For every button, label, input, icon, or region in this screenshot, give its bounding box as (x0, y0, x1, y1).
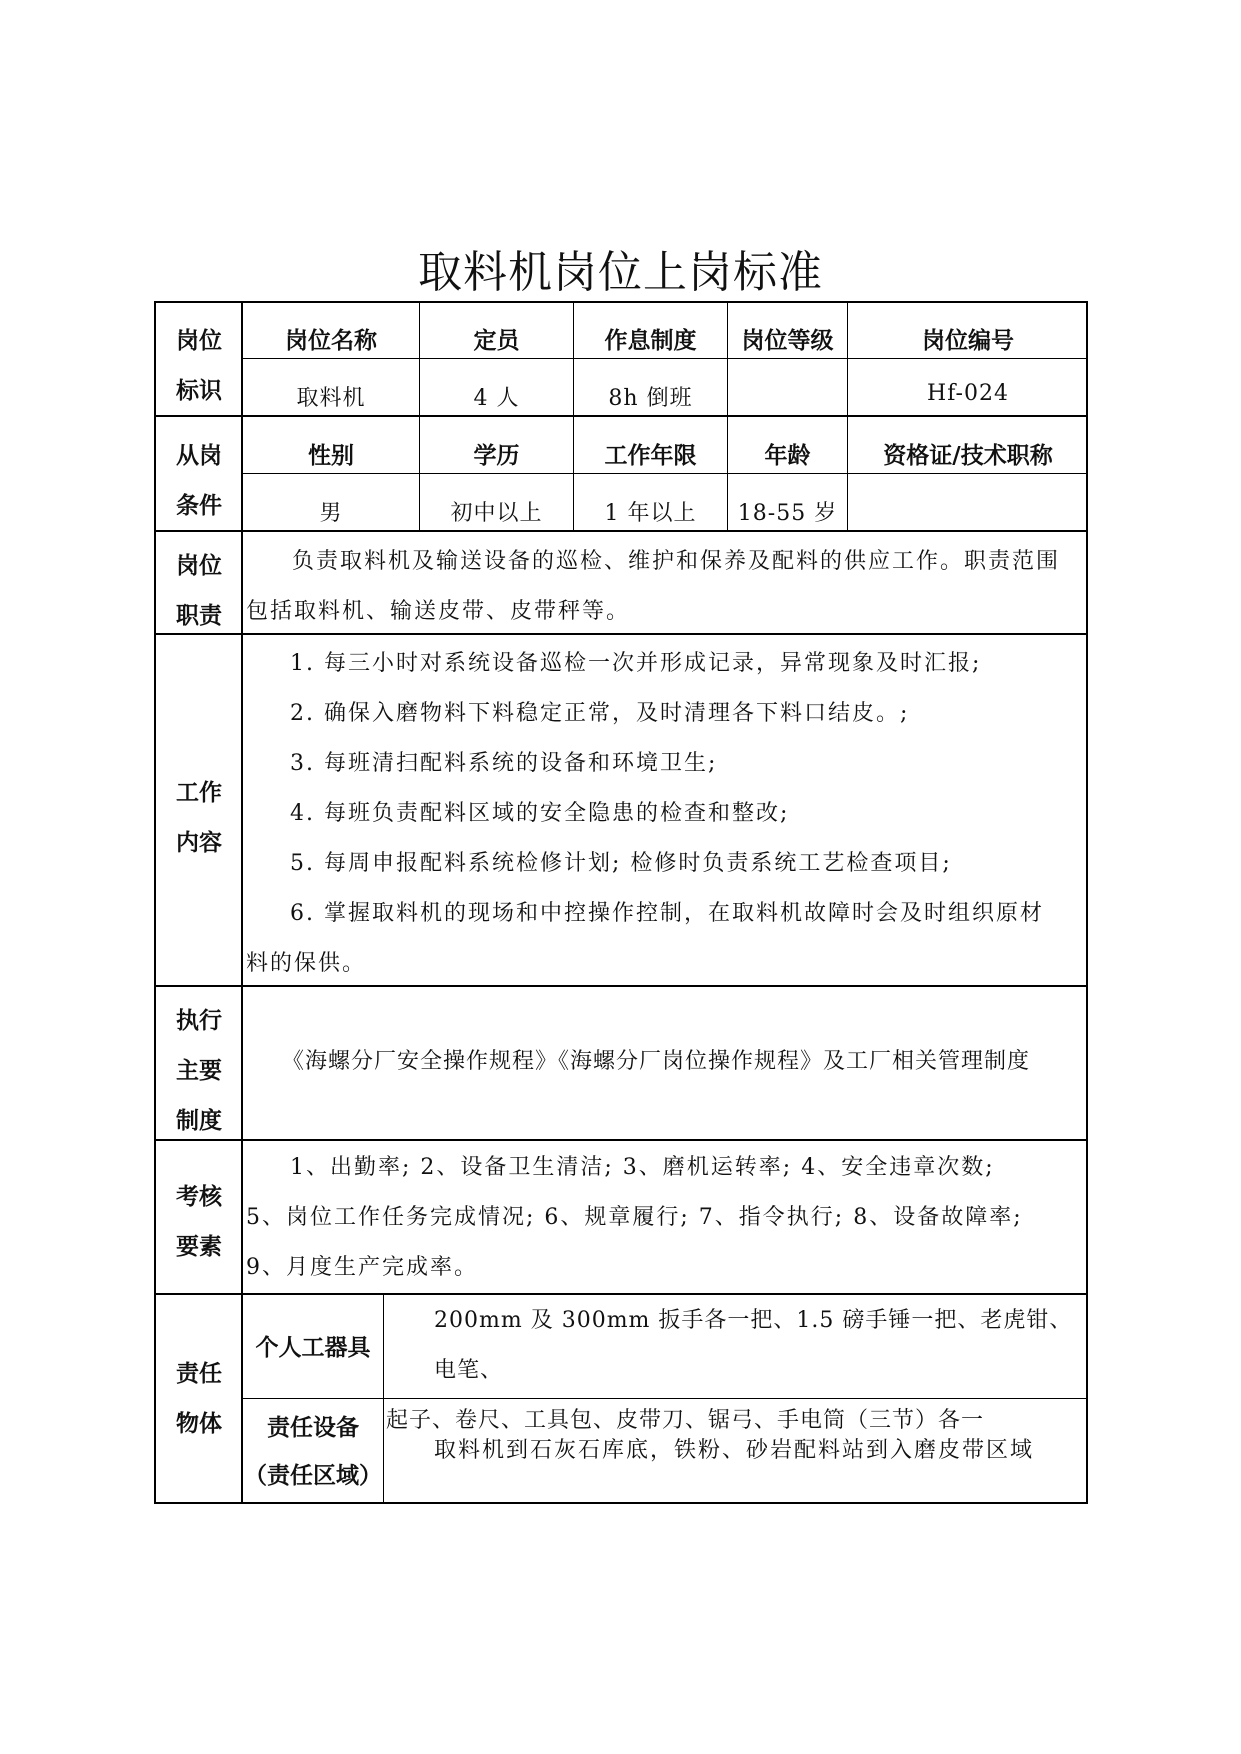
header-post-name: 岗位名称 (285, 328, 377, 354)
value-schedule: 8h 倒班 (608, 386, 693, 411)
value-work-years: 1 年以上 (604, 501, 697, 526)
header-work-years: 工作年限 (604, 443, 697, 469)
assess-text: 1、出勤率; 2、设备卫生清洁; 3、磨机运转率; 4、安全违章次数; 5、岗位工作任务完成情况; 6、规章履行; 7、指令执行; 8、设备故障率; 9、月度生产完成率。 (246, 1155, 1023, 1280)
value-age: 18-55 岁 (737, 501, 838, 526)
work-list (246, 639, 1086, 989)
value-education: 初中以上 (450, 501, 543, 526)
header-post-code: 岗位编号 (922, 328, 1014, 354)
header-age: 年龄 (764, 443, 811, 469)
label-conditions: 从岗 条件 (176, 443, 222, 519)
value-post-name: 取料机 (296, 386, 366, 411)
work-item: 3. 每班清扫配料系统的设备和环境卫生; (290, 751, 718, 776)
work-item: 6. 掌握取料机的现场和中控操作控制，在取料机故障时会及时组织原材 (290, 901, 1044, 926)
label-assess: 考核 要素 (176, 1184, 222, 1260)
duty-text: 负责取料机及输送设备的巡检、维护和保养及配料的供应工作。职责范围 包括取料机、输送皮带、皮带秤等。 (246, 549, 1061, 624)
label-rules: 执行 主要 制度 (176, 1008, 222, 1134)
divider (383, 1293, 384, 1504)
divider (154, 1139, 1088, 1141)
label-post-id: 岗位 标识 (176, 328, 222, 404)
tools-text: 200mm 及 300mm 扳手各一把、1.5 磅手锤一把、老虎钳、电笔、 起子、卷尺、工具包、皮带刀、锯弓、手电筒（三节）各一 (386, 1308, 1073, 1433)
label-duty: 岗位 职责 (176, 553, 222, 629)
work-item: 1. 每三小时对系统设备巡检一次并形成记录，异常现象及时汇报; (290, 651, 982, 676)
header-schedule: 作息制度 (604, 328, 697, 354)
header-certificate: 资格证/技术职称 (883, 443, 1053, 469)
equipment-text: 取料机到石灰石库底，铁粉、砂岩配料站到入磨皮带区域 (434, 1438, 1035, 1463)
work-item-continuation: 料的保供。 (246, 951, 367, 976)
label-work: 工作 内容 (176, 780, 222, 856)
header-headcount: 定员 (473, 328, 520, 354)
header-gender: 性别 (308, 443, 354, 469)
value-headcount: 4 人 (473, 386, 520, 411)
page-title: 取料机岗位上岗标准 (418, 247, 823, 298)
header-education: 学历 (473, 443, 520, 469)
divider (154, 415, 1088, 417)
header-grade: 岗位等级 (741, 328, 834, 354)
rules-text: 《海螺分厂安全操作规程》《海螺分厂岗位操作规程》及工厂相关管理制度 (282, 1049, 1031, 1074)
divider (154, 530, 1088, 532)
work-item: 2. 确保入磨物料下料稳定正常，及时清理各下料口结皮。; (290, 701, 910, 726)
value-gender: 男 (319, 501, 343, 526)
label-personal-tools: 个人工器具 (255, 1335, 371, 1361)
work-item: 4. 每班负责配料区域的安全隐患的检查和整改; (290, 801, 790, 826)
label-responsible-equipment: 责任设备 （责任区域） (244, 1415, 382, 1489)
work-item: 5. 每周申报配料系统检修计划; 检修时负责系统工艺检查项目; (290, 851, 952, 876)
divider (242, 473, 1088, 474)
label-resp: 责任 物体 (176, 1361, 222, 1437)
divider (154, 1293, 1088, 1295)
value-post-code: Hf-024 (927, 381, 1009, 406)
divider (242, 358, 1088, 359)
